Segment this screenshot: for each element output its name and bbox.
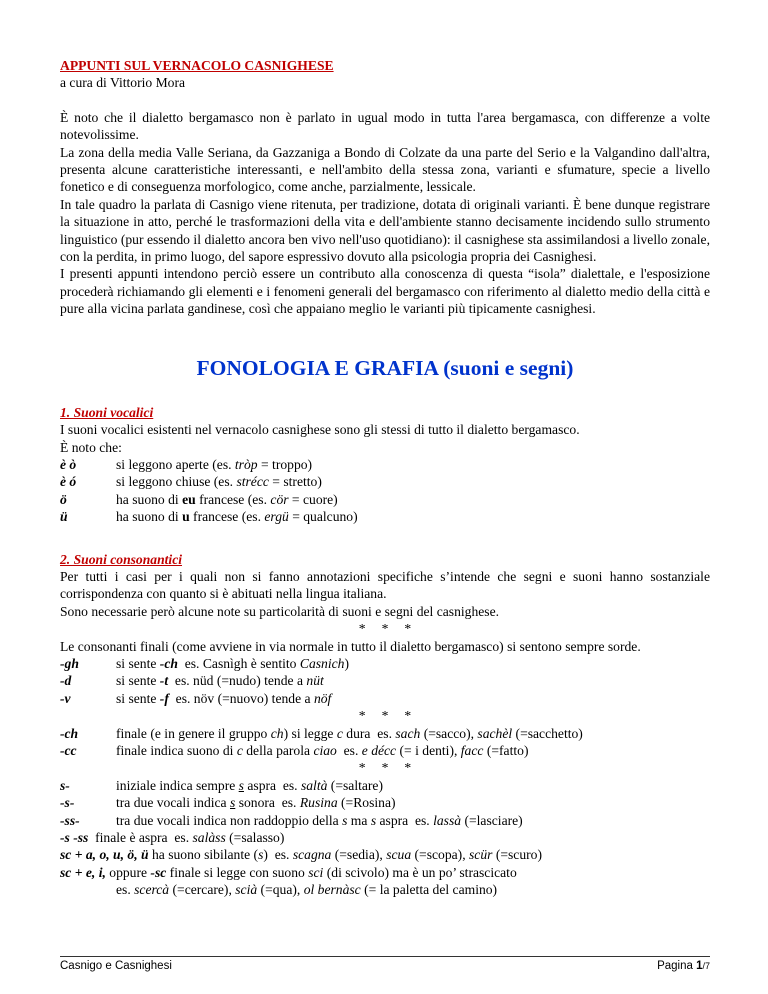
vowels-line-1: I suoni vocalici esistenti nel vernacolo casnighese sono gli stessi di tutto il dialetto bergamasco.: [60, 422, 580, 438]
consonants-paragraph-2: Sono necessarie però alcune note su particolarità di suoni e segni del casnighese.: [60, 603, 500, 619]
footer-left-text: Casnigo e Casnighesi: [60, 960, 172, 972]
ch-row: -cc finale indica suono di c della parola ciao es. e décc (= i denti), facc (=fatto): [60, 743, 529, 758]
ch-row: -ch finale (e in genere il gruppo ch) si legge c dura es. sach (=sacco), sachèl (=sacchetto): [60, 725, 583, 741]
final-consonant-row: -v si sente -f es. növ (=nuovo) tende a nöf: [60, 690, 332, 706]
vowels-heading: 1. Suoni vocalici: [60, 404, 154, 420]
final-consonant-row: -gh si sente -ch es. Casnìgh è sentito Casnich): [60, 655, 349, 671]
sc-row-1: sc + a, o, u, ö, ü ha suono sibilante (s) es. scagna (=sedia), scua (=scopa), scür (=scuro): [60, 847, 542, 863]
final-consonant-row: -d si sente -t es. nüd (=nudo) tende a nüt: [60, 673, 324, 689]
s-row: -s- tra due vocali indica s sonora es. Rusina (=Rosina): [60, 795, 396, 811]
intro-paragraph-2: La zona della media Valle Seriana, da Gazzaniga a Bondo di Colzate da una parte del Serio e la Valgandino dall'altra, presenta alcune caratteristiche interessanti, e nell'ambito della stessa zona, varianti e sfumature, specie a livello fonetico e di conseguenza morfologico, come anche, parzialmente, lessicale.: [60, 144, 710, 195]
sc-row-2-example: es. scercà (=cercare), scià (=qua), ol bernàsc (= la paletta del camino): [116, 882, 498, 898]
vowel-row: ö ha suono di eu francese (es. cör = cuore): [60, 491, 338, 507]
page-footer: [60, 956, 710, 972]
intro-paragraph-1: È noto che il dialetto bergamasco non è parlato in ugual modo in tutta l'area bergamasca, con differenze a volte notevolissime.: [60, 109, 710, 143]
intro-paragraph-3: In tale quadro la parlata di Casnigo viene ritenuta, per tradizione, dotata di originali varianti. È bene dunque registrare la situazione in atto, perché le trasformazioni della vita e dell'ambiente stanno decisamente incidendo sullo strumento linguistico (pur essendo il dialetto ancora ben vivo nell'uso quotidiano): il casnighese sta assimilandosi a livello zonale, con la perdita, in primo luogo, del sapore espressivo dovuto alla psicologia propria dei Casnighesi.: [60, 196, 710, 265]
s-final-row: -s -ss finale è aspra es. salàss (=salasso): [60, 830, 285, 846]
sc-row-2: sc + e, i, oppure -sc finale si legge con suono sci (di scivolo) ma è un po’ strascicato: [60, 864, 517, 880]
vowel-row: è ò si leggono aperte (es. tròp = troppo): [60, 456, 313, 472]
document-body: [60, 57, 710, 899]
s-row: -ss- tra due vocali indica non raddoppio della s ma s aspra es. lassà (=lasciare): [60, 812, 523, 828]
page-number: Pagina 1/7: [657, 960, 710, 972]
consonants-heading: 2. Suoni consonantici: [60, 551, 183, 567]
document-author: a cura di Vittorio Mora: [60, 75, 186, 91]
separator-stars: * * *: [358, 708, 412, 724]
document-title: APPUNTI SUL VERNACOLO CASNIGHESE: [60, 58, 334, 73]
separator-stars: * * *: [358, 760, 412, 776]
separator-stars: * * *: [358, 621, 412, 637]
consonants-paragraph-1: Per tutti i casi per i quali non si fanno annotazioni specifiche s’intende che segni e suoni hanno sostanziale corrispondenza con quanto si è abituati nella lingua italiana.: [60, 568, 710, 602]
section-title: FONOLOGIA E GRAFIA (suoni e segni): [196, 355, 574, 380]
s-row: s- iniziale indica sempre s aspra es. saltà (=saltare): [60, 777, 383, 793]
consonants-paragraph-3: Le consonanti finali (come avviene in via normale in tutto il dialetto bergamasco) si sentono sempre sorde.: [60, 638, 641, 654]
vowel-row: ü ha suono di u francese (es. ergü = qualcuno): [60, 509, 358, 525]
vowel-row: è ó si leggono chiuse (es. strécc = stretto): [60, 474, 322, 490]
intro-paragraph-4: I presenti appunti intendono perciò essere un contributo alla conoscenza di questa “isola” dialettale, e l'esposizione procederà richiamando gli elementi e i fenomeni generali del bergamasco con riferimento al dialetto medio della città e pure alla vicina parlata gandinese, così che appaiano meglio le varianti più tipicamente casnighesi.: [60, 266, 710, 317]
vowels-line-2: È noto che:: [60, 439, 122, 455]
